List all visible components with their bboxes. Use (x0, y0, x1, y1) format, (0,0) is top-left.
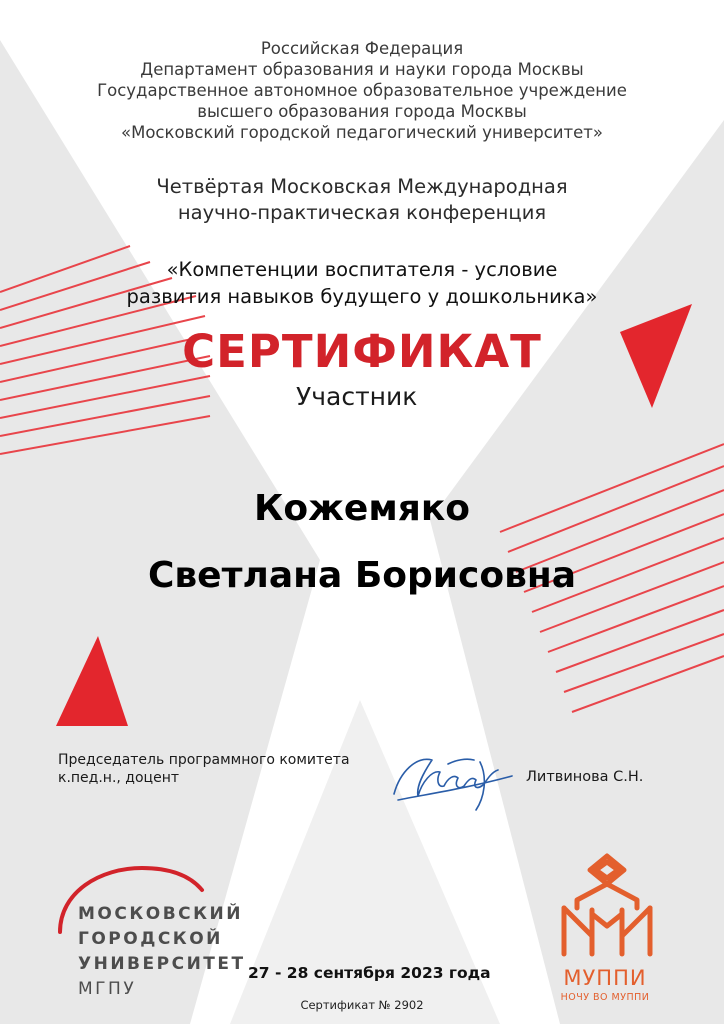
certificate-number: Сертификат № 2902 (300, 998, 424, 1012)
mgpu-logo-line: УНИВЕРСИТЕТ (78, 954, 246, 974)
muppi-emblem-icon (552, 850, 662, 960)
conference-name (0, 174, 724, 226)
conference-line: научно-практическая конференция (177, 201, 547, 224)
conference-line: Четвёртая Московская Международная (156, 175, 568, 198)
issuer-header (0, 38, 724, 143)
signatory-position-line: Председатель программного комитета (58, 752, 350, 768)
mgpu-logo-line: ГОРОДСКОЙ (78, 929, 223, 949)
topic-line: «Компетенции воспитателя - условие (166, 258, 558, 281)
mgpu-logo-line: МОСКОВСКИЙ (78, 904, 243, 924)
issuer-line: Российская Федерация (260, 39, 464, 58)
muppi-logo-name: МУППИ (563, 966, 647, 990)
issuer-line: высшего образования города Москвы (197, 102, 527, 121)
event-dates: 27 - 28 сентября 2023 года (248, 964, 491, 982)
recipient-surname: Кожемяко (253, 488, 471, 529)
muppi-logo-slogan: НОЧУ ВО МУППИ (560, 992, 650, 1003)
signatory-name: Литвинова С.Н. (526, 769, 644, 785)
mgpu-logo-abbrev: МГПУ (78, 979, 137, 999)
certificate-title: СЕРТИФИКАТ (182, 325, 542, 378)
conference-topic (0, 256, 724, 310)
issuer-line: Департамент образования и науки города Москвы (140, 60, 584, 79)
issuer-line: Государственное автономное образовательное учреждение (97, 81, 627, 100)
signatory-degree-line: к.пед.н., доцент (58, 770, 180, 786)
signatory-position (58, 751, 350, 787)
participant-role: Участник (296, 382, 418, 411)
issuer-line: «Московский городской педагогический университет» (121, 123, 603, 142)
topic-line: развития навыков будущего у дошкольника» (126, 285, 598, 308)
signature-image (388, 742, 518, 814)
recipient-given-names: Светлана Борисовна (147, 555, 577, 596)
